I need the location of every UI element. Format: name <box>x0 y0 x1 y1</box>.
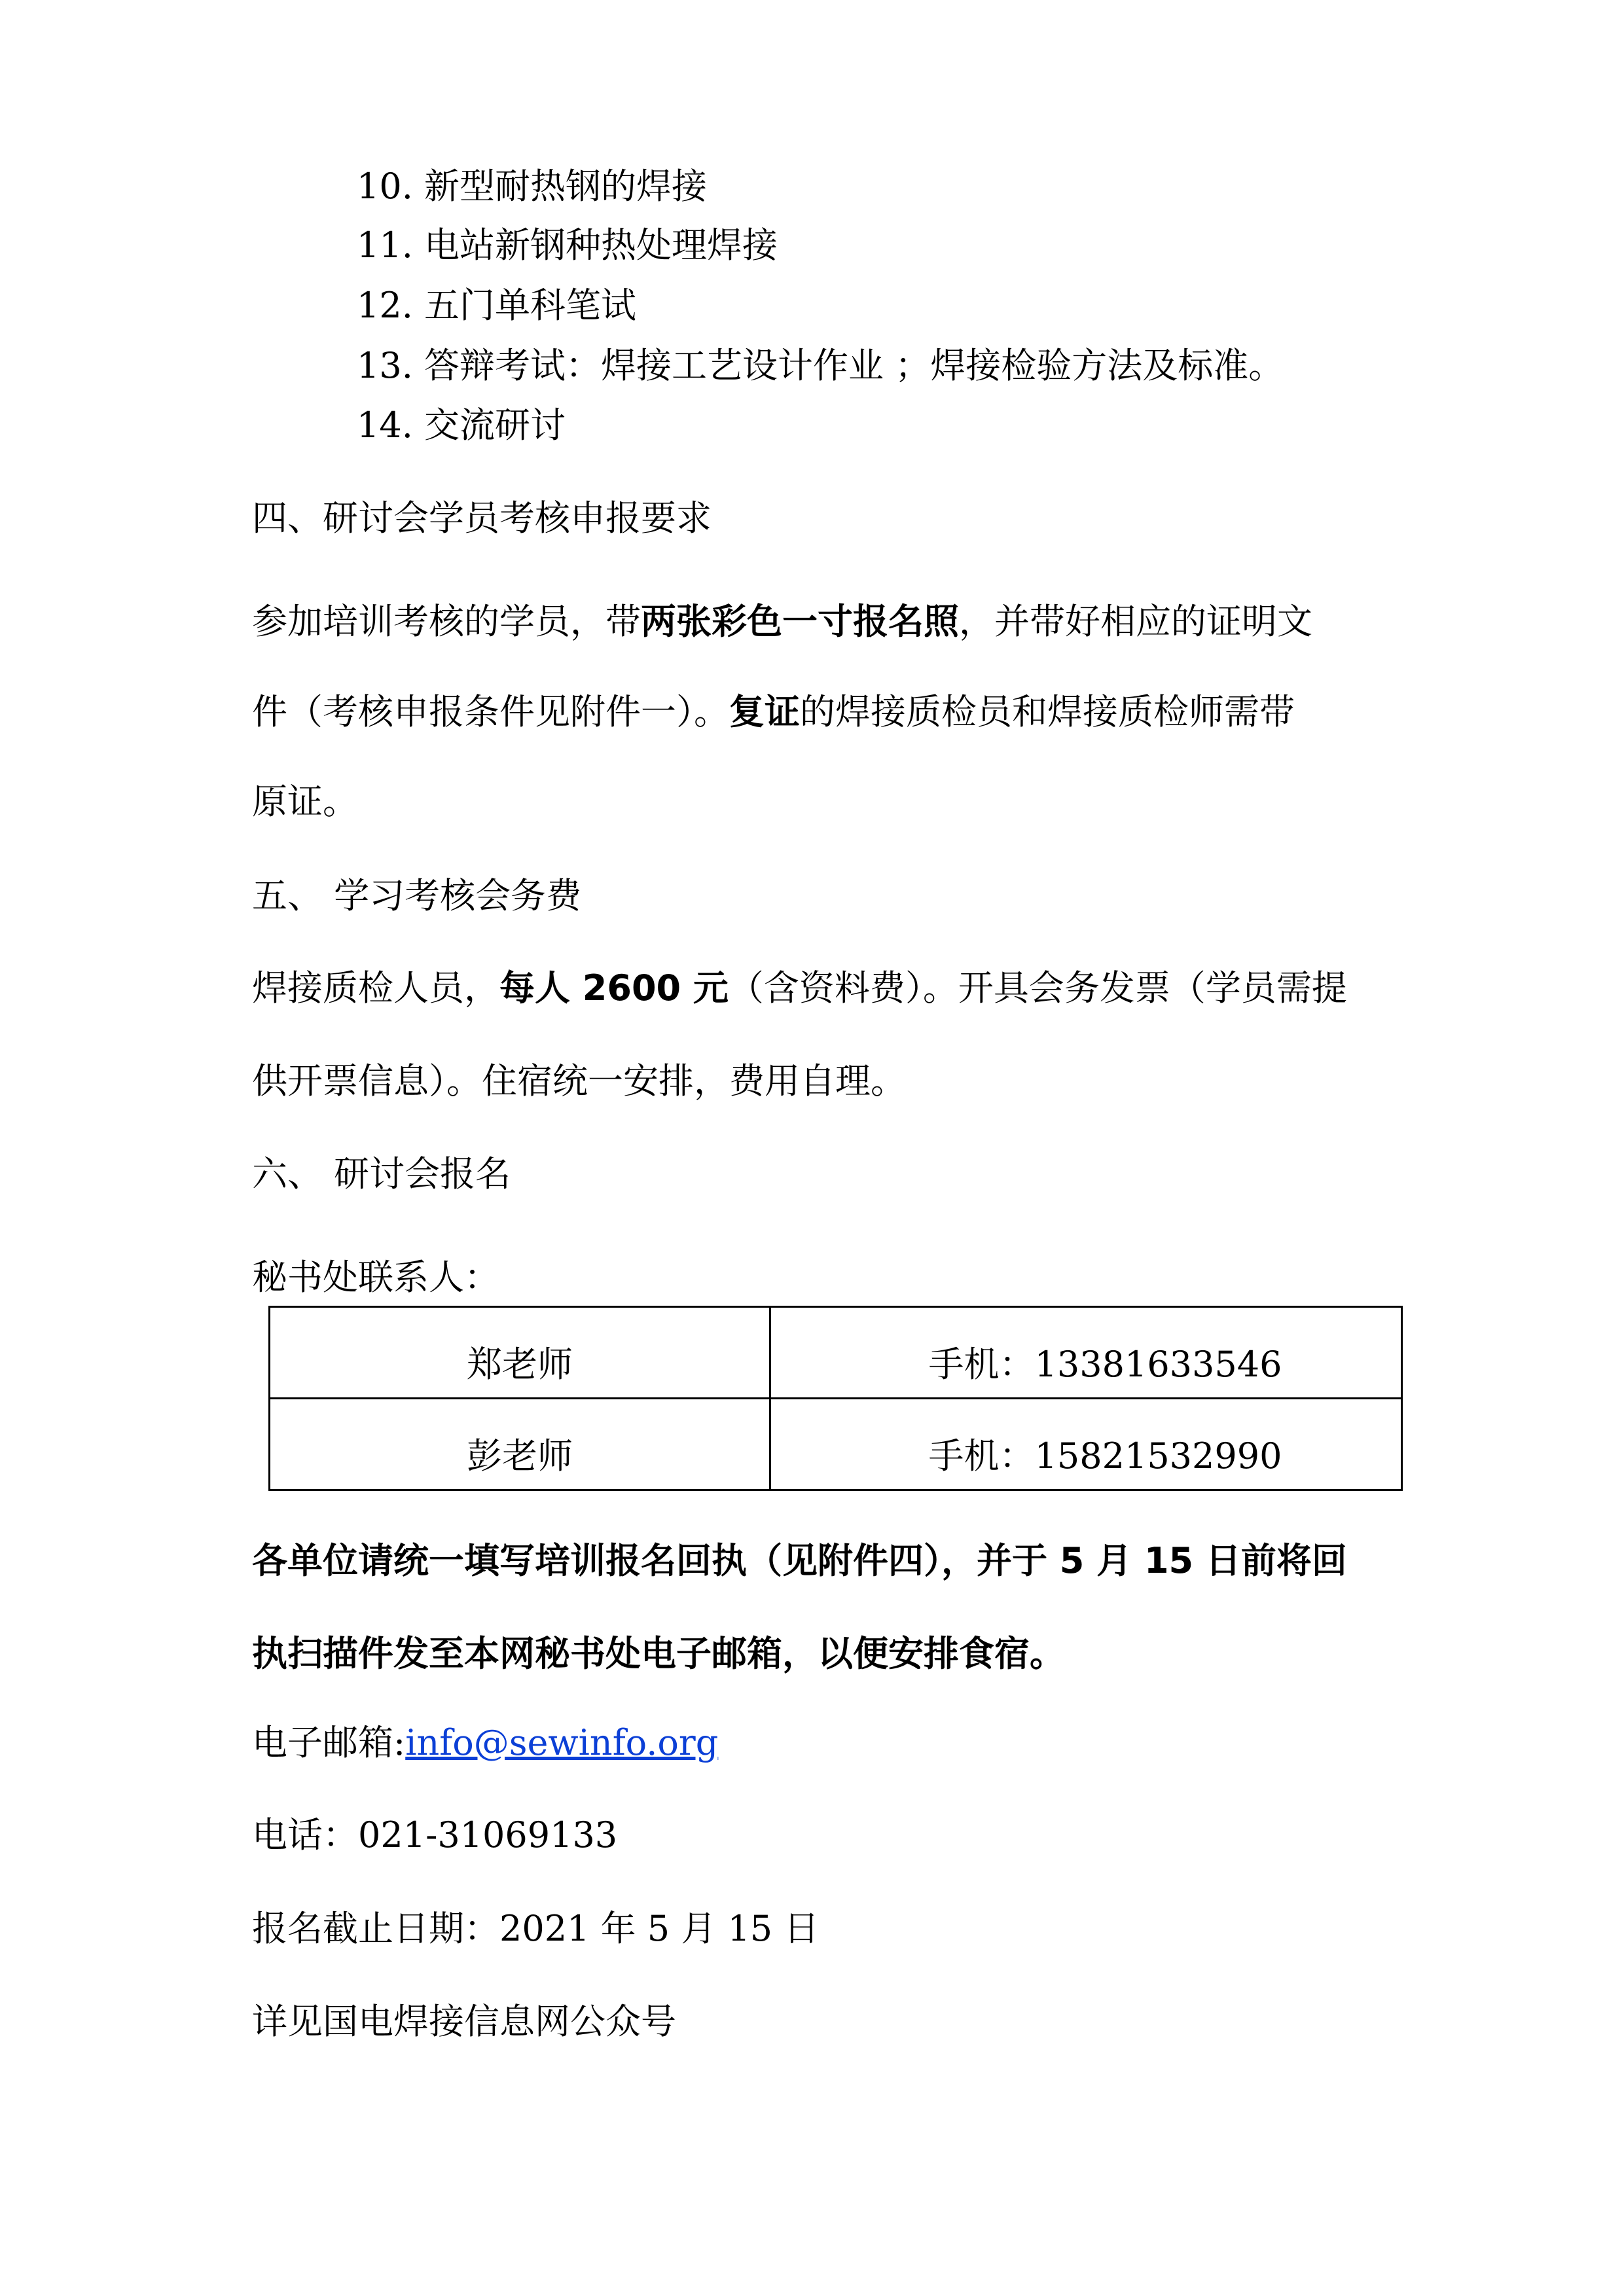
table-row <box>270 1399 1402 1490</box>
table-row <box>270 1307 1402 1399</box>
deadline-line: 报名截止日期：2021 年 5 月 15 日 <box>252 1908 820 1949</box>
registration-notice-line-2: 执扫描件发至本网秘书处电子邮箱，以便安排食宿。 <box>252 1633 1065 1674</box>
contact-phone: 手机：15821532990 <box>770 1399 1402 1490</box>
section-6-heading: 六、 研讨会报名 <box>252 1153 511 1194</box>
section-5-paragraph-line-1 <box>252 967 1347 1009</box>
section-4-heading: 四、研讨会学员考核申报要求 <box>252 497 712 539</box>
section-4-paragraph-line-3: 原证。 <box>252 781 358 822</box>
text: 的焊接质检员和焊接质检师需带 <box>800 691 1295 732</box>
contact-name: 郑老师 <box>270 1307 770 1399</box>
more-info-line: 详见国电焊接信息网公众号 <box>252 2001 676 2042</box>
text: 焊接质检人员， <box>252 967 499 1009</box>
contact-name: 彭老师 <box>270 1399 770 1490</box>
text: 件（考核申报条件见附件一）。 <box>252 691 729 732</box>
emphasis-text: 两张彩色一寸报名照 <box>641 601 959 642</box>
email-link[interactable]: info@sewinfo.org <box>405 1722 719 1763</box>
contact-phone: 手机：13381633546 <box>770 1307 1402 1399</box>
emphasis-text: 复证 <box>729 691 800 732</box>
contacts-table <box>268 1306 1403 1491</box>
list-item: 12. 五门单科笔试 <box>357 285 637 326</box>
emphasis-text: 每人 2600 元 <box>499 967 729 1009</box>
text: 参加培训考核的学员，带 <box>252 601 641 642</box>
phone-line: 电话：021-31069133 <box>252 1814 618 1856</box>
section-5-heading: 五、 学习考核会务费 <box>252 875 582 916</box>
text: ，并带好相应的证明文 <box>959 601 1312 642</box>
list-item: 13. 答辩考试：焊接工艺设计作业 ；焊接检验方法及标准。 <box>357 345 1284 386</box>
section-4-paragraph-line-2 <box>252 691 1295 733</box>
list-item: 14. 交流研讨 <box>357 404 566 446</box>
text: （含资料费）。开具会务发票（学员需提 <box>728 967 1347 1009</box>
registration-notice-line-1: 各单位请统一填写培训报名回执（见附件四），并于 5 月 15 日前将回 <box>252 1540 1347 1581</box>
email-label: 电子邮箱: <box>252 1722 406 1763</box>
list-item: 11. 电站新钢种热处理焊接 <box>357 224 778 266</box>
section-4-paragraph-line-1 <box>252 601 1312 643</box>
email-line <box>252 1722 718 1764</box>
contact-label: 秘书处联系人： <box>252 1257 499 1298</box>
list-item: 10. 新型耐热钢的焊接 <box>357 166 708 207</box>
section-5-paragraph-line-2: 供开票信息）。住宿统一安排，费用自理。 <box>252 1060 906 1102</box>
